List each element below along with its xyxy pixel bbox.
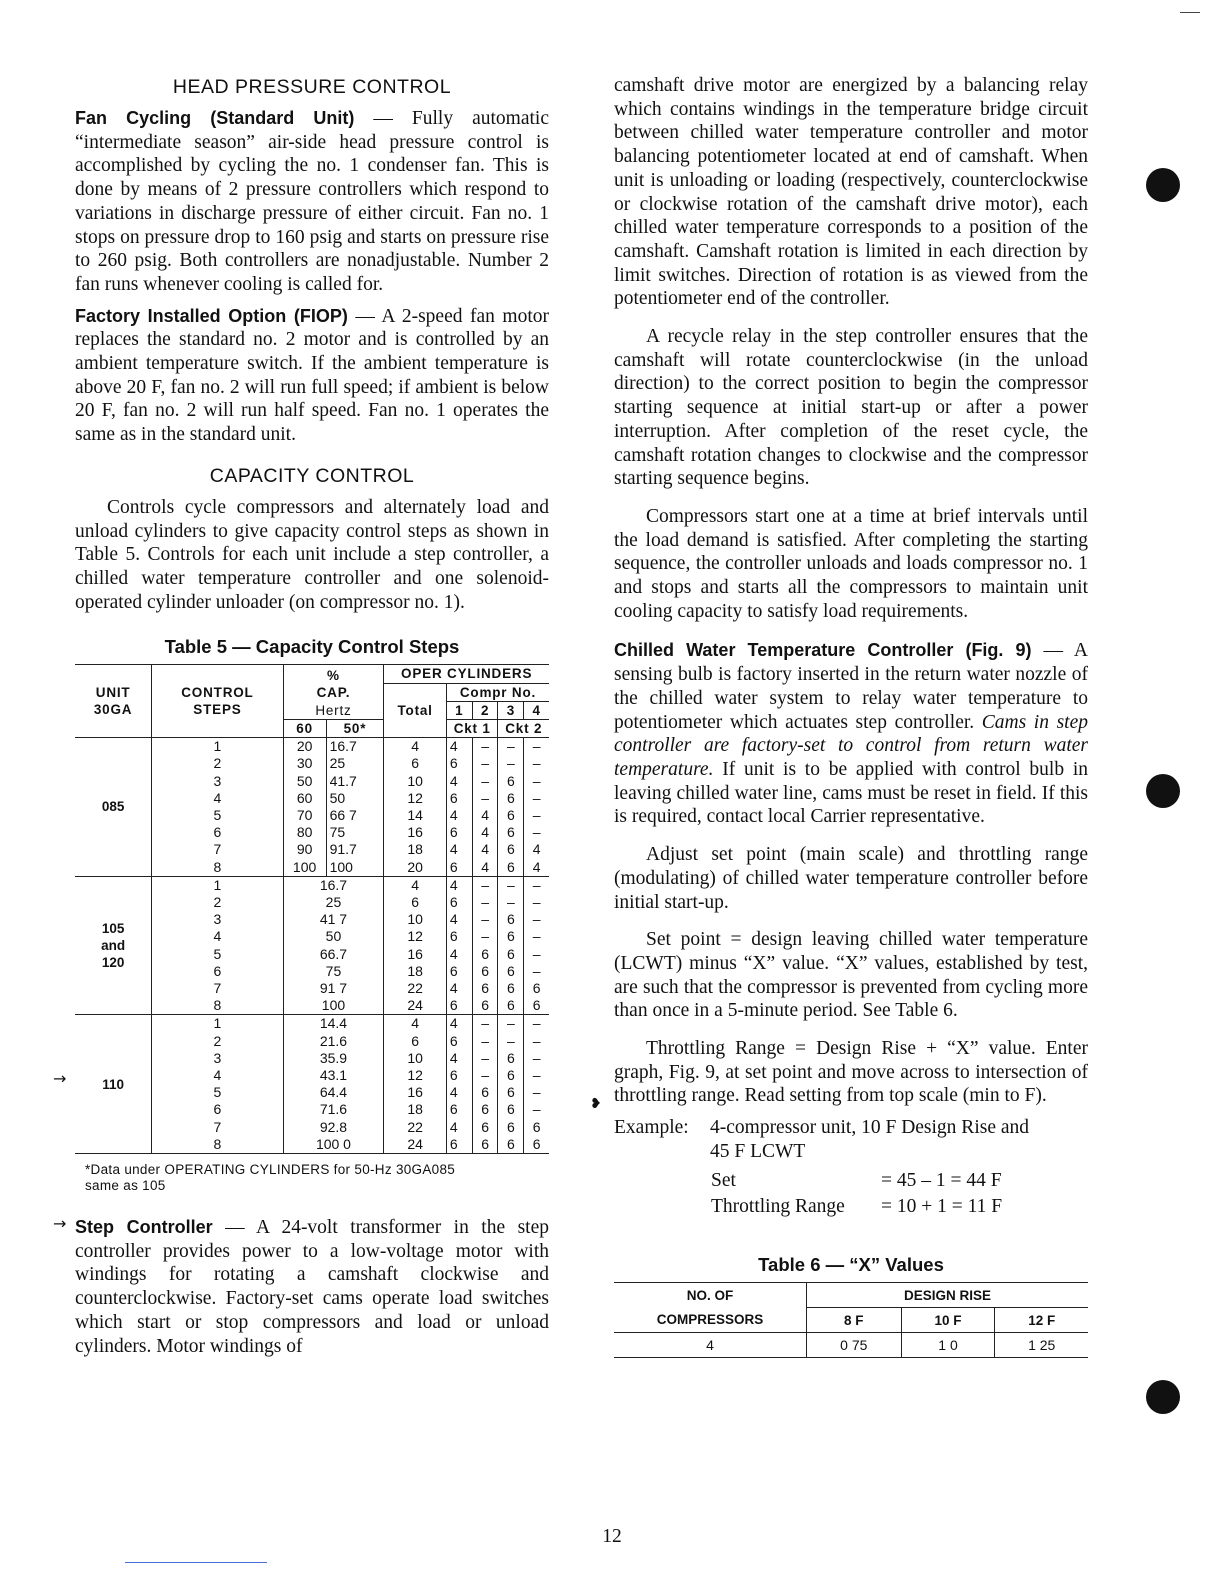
table-cell: – xyxy=(498,738,524,756)
table-cell: 8 xyxy=(152,997,283,1015)
t6-r-8: 0 75 xyxy=(807,1333,902,1358)
table-cell: – xyxy=(524,1101,549,1118)
table-cell: 4 xyxy=(446,841,472,858)
fiop-paragraph xyxy=(75,305,549,447)
table-cell: 6 xyxy=(498,790,524,807)
table-cell: 12 xyxy=(384,1067,447,1084)
table-cell: 92.8 xyxy=(283,1119,384,1136)
table-cell: 6 xyxy=(524,1136,549,1154)
left-column xyxy=(75,74,549,1366)
table-cell: 4 xyxy=(384,876,447,894)
table5-group-110 xyxy=(75,1015,549,1154)
example-set-expr: = 45 – 1 = 44 F xyxy=(881,1170,1002,1192)
th-50: 50* xyxy=(326,719,384,737)
footer-rule xyxy=(125,1562,267,1563)
table-cell: 4 xyxy=(384,738,447,756)
table-cell: 100 xyxy=(283,997,384,1015)
table-cell: 20 xyxy=(384,859,447,877)
table-cell: – xyxy=(524,790,549,807)
t6-r-n: 4 xyxy=(706,1337,714,1354)
table-cell: – xyxy=(524,1015,549,1033)
table-cell: 50 xyxy=(283,773,326,790)
table-cell: 6 xyxy=(384,1033,447,1050)
table-cell: 6 xyxy=(524,997,549,1015)
th-60: 60 xyxy=(283,719,326,737)
table-cell: 4 xyxy=(152,1067,283,1084)
table-cell: 25 xyxy=(326,755,384,772)
chilled-water-paragraph xyxy=(614,639,1088,829)
example-header xyxy=(614,1116,1088,1140)
table-cell: 4 xyxy=(446,946,472,963)
table-cell: 4 xyxy=(524,859,549,877)
table-cell: – xyxy=(524,755,549,772)
table-cell: 4 xyxy=(472,841,498,858)
unit-label: 105 xyxy=(101,920,125,936)
table-cell: 4 xyxy=(472,807,498,824)
table-cell: 6 xyxy=(524,1119,549,1136)
table-cell: – xyxy=(524,911,549,928)
table-cell: 25 xyxy=(283,894,384,911)
table-cell: – xyxy=(524,894,549,911)
table-cell: 6 xyxy=(446,1101,472,1118)
table-cell: 60 xyxy=(283,790,326,807)
table-cell: 6 xyxy=(446,1067,472,1084)
step-controller-paragraph xyxy=(75,1216,549,1358)
capacity-steps-table xyxy=(75,664,549,1154)
th-cap: CAP. xyxy=(316,685,351,701)
fan-cycling-text: — Fully automatic “intermediate season” air-side head pressure control is accomplished by cycling the no. 1 condenser fan. This is done by means of 2 pressure controllers which respond to variations in discharge pressure of either circuit. Fan no. 1 stops on pressure drop to 160 psig and starts on pressure rise to 260 psig. Both controllers are nonadjustable. Number 2 fan runs whenever cooling is called for. xyxy=(75,108,549,295)
footnote-line1: *Data under OPERATING CYLINDERS for 50-Hz 30GA085 xyxy=(85,1162,456,1178)
table-cell: 16 xyxy=(384,946,447,963)
fiop-lead: Factory Installed Option (FIOP) xyxy=(75,305,348,326)
table-cell: 4 xyxy=(384,1015,447,1033)
table-cell: 16.7 xyxy=(326,738,384,756)
table-cell: – xyxy=(524,1033,549,1050)
fan-cycling-lead: Fan Cycling (Standard Unit) xyxy=(75,108,355,128)
example-label: Example: xyxy=(614,1117,689,1139)
footnote-line2: same as 105 xyxy=(85,1178,166,1194)
t6-r-10: 1 0 xyxy=(901,1333,995,1358)
table-cell: – xyxy=(472,1015,498,1033)
table-cell: 4 xyxy=(446,1015,472,1033)
table-cell: – xyxy=(524,928,549,945)
table-cell: 41.7 xyxy=(326,773,384,790)
table-cell: 6 xyxy=(498,841,524,858)
table-cell: 90 xyxy=(283,841,326,858)
example-tr-expr: = 10 + 1 = 11 F xyxy=(881,1196,1003,1218)
table-cell: – xyxy=(472,790,498,807)
table-row xyxy=(75,876,549,894)
table-cell: 4 xyxy=(446,1084,472,1101)
table-cell: 6 xyxy=(498,946,524,963)
table-cell: 6 xyxy=(446,755,472,772)
table-cell: 4 xyxy=(446,1119,472,1136)
table-cell: 10 xyxy=(384,1050,447,1067)
table-cell: 6 xyxy=(498,963,524,980)
table-cell: 6 xyxy=(498,997,524,1015)
t6-r-12: 1 25 xyxy=(995,1333,1088,1358)
table-cell: 100 xyxy=(326,859,384,877)
table-cell: 6 xyxy=(446,894,472,911)
example-set-label: Set xyxy=(711,1170,736,1192)
table-cell: 64.4 xyxy=(283,1084,384,1101)
table-cell: – xyxy=(472,773,498,790)
table-cell: – xyxy=(524,738,549,756)
table-cell: – xyxy=(498,755,524,772)
table-cell: 14.4 xyxy=(283,1015,384,1033)
table-cell: 6 xyxy=(446,790,472,807)
table-cell: – xyxy=(524,1084,549,1101)
table-cell: 80 xyxy=(283,824,326,841)
table-cell: 6 xyxy=(152,1101,283,1118)
table-cell: 12 xyxy=(384,790,447,807)
table-cell: 18 xyxy=(384,841,447,858)
table-cell: 4 xyxy=(446,807,472,824)
head-pressure-title: HEAD PRESSURE CONTROL xyxy=(172,76,452,98)
chilled-water-italic: Cams in step controller are factory-set to control from return water temperature. xyxy=(614,711,1088,780)
table-cell: – xyxy=(524,876,549,894)
th-c4: 4 xyxy=(524,701,549,719)
table-cell: 6 xyxy=(446,1033,472,1050)
table5-footnote xyxy=(85,1162,549,1194)
change-tick-mark: ❥ xyxy=(590,1096,602,1112)
th-compr-no: Compr No. xyxy=(446,683,549,701)
table-cell: 8 xyxy=(152,1136,283,1154)
th-steps-2: STEPS xyxy=(193,702,242,718)
table-cell: 8 xyxy=(152,859,283,877)
table-cell: 10 xyxy=(384,773,447,790)
table-cell: – xyxy=(472,928,498,945)
table-cell: 14 xyxy=(384,807,447,824)
step-controller-text: — A 24-volt transformer in the step controller provides power to a low-voltage motor with windings for rotating a camshaft clockwise and counterclockwise. Factory-set cams operate load switches which start or stop compressors and load or unload cylinders. Motor windings of xyxy=(75,1217,549,1357)
table-cell: 6 xyxy=(446,928,472,945)
th-steps-1: CONTROL xyxy=(181,685,254,701)
table-cell: 6 xyxy=(498,980,524,997)
unit-label: 120 xyxy=(101,955,125,971)
table-cell: 6 xyxy=(498,807,524,824)
table6-caption: Table 6 — “X” Values xyxy=(758,1254,944,1276)
table-cell: 6 xyxy=(472,1119,498,1136)
t6-h-comp: COMPRESSORS xyxy=(656,1312,764,1328)
table-cell: 10 xyxy=(384,911,447,928)
table-cell: – xyxy=(524,946,549,963)
capacity-control-title: CAPACITY CONTROL xyxy=(209,464,415,487)
th-pct: % xyxy=(327,667,340,683)
table-cell: 75 xyxy=(326,824,384,841)
table-cell: – xyxy=(524,807,549,824)
th-total: Total xyxy=(384,683,447,738)
table-cell: – xyxy=(524,963,549,980)
table-cell: 5 xyxy=(152,807,283,824)
th-c1: 1 xyxy=(446,701,472,719)
table-cell: 3 xyxy=(152,773,283,790)
table-cell: 6 xyxy=(498,824,524,841)
table-cell: 6 xyxy=(384,755,447,772)
table-cell: 22 xyxy=(384,980,447,997)
table-cell: 18 xyxy=(384,963,447,980)
fiop-text: — A 2-speed fan motor replaces the standard no. 2 motor and is controlled by an ambient temperature switch. If the ambient temperature is above 20 F, fan no. 2 will run full speed; if ambient is below 20 F, fan no. 2 will run half speed. Fan no. 1 operates the same as in the standard unit. xyxy=(75,305,549,446)
table-cell: 22 xyxy=(384,1119,447,1136)
binder-hole-middle xyxy=(1146,774,1180,808)
table-cell: – xyxy=(472,1050,498,1067)
th-oper-cylinders: OPER CYLINDERS xyxy=(384,665,549,683)
table-cell: 5 xyxy=(152,1084,283,1101)
table-cell: 6 xyxy=(498,1050,524,1067)
table-cell: – xyxy=(472,1033,498,1050)
table-cell: 24 xyxy=(384,997,447,1015)
th-ckt1: Ckt 1 xyxy=(446,719,498,737)
unit-label: and xyxy=(101,938,126,953)
table-cell: 2 xyxy=(152,894,283,911)
chilled-water-text2: If unit is to be applied with control bulb in leaving chilled water line, cams must be reset in field. If this is required, contact local Carrier representative. xyxy=(614,758,1088,828)
table-cell: 24 xyxy=(384,1136,447,1154)
table-cell: 4 xyxy=(472,859,498,877)
adjust-paragraph: Adjust set point (main scale) and throttling range (modulating) of chilled water temperature controller before initial start-up. xyxy=(614,844,1088,913)
th-ckt2: Ckt 2 xyxy=(498,719,549,737)
th-unit xyxy=(75,665,152,738)
table-cell: 6 xyxy=(152,824,283,841)
capacity-paragraph: Controls cycle compressors and alternately load and unload cylinders to give capacity control steps as shown in Table 5. Controls for each unit include a step controller, a chilled water temperature controller and one solenoid-operated cylinder unloader (on compressor no. 1). xyxy=(75,496,549,613)
table-cell: – xyxy=(472,1067,498,1084)
table-cell: 6 xyxy=(446,997,472,1015)
table-cell: 6 xyxy=(446,1136,472,1154)
table-cell: 6 xyxy=(384,894,447,911)
table-cell: 70 xyxy=(283,807,326,824)
table-cell: 66 7 xyxy=(326,807,384,824)
table-cell: 4 xyxy=(446,911,472,928)
right-column xyxy=(614,74,1088,1358)
table-cell: 2 xyxy=(152,1033,283,1050)
table-cell: – xyxy=(524,824,549,841)
table-cell: 75 xyxy=(283,963,384,980)
binder-hole-bottom xyxy=(1146,1380,1180,1414)
table-row xyxy=(75,738,549,756)
table-cell: 1 xyxy=(152,1015,283,1033)
th-c3: 3 xyxy=(498,701,524,719)
table-cell: – xyxy=(498,1015,524,1033)
table-cell: 6 xyxy=(498,1084,524,1101)
table-cell: 21.6 xyxy=(283,1033,384,1050)
step-controller-lead: Step Controller xyxy=(75,1217,213,1238)
table-cell: 12 xyxy=(384,928,447,945)
table-cell: 6 xyxy=(472,980,498,997)
table-cell: – xyxy=(472,911,498,928)
table-cell: – xyxy=(524,1067,549,1084)
table5-caption: Table 5 — Capacity Control Steps xyxy=(164,636,460,658)
table-cell: – xyxy=(498,894,524,911)
table-cell: 1 xyxy=(152,876,283,894)
table-cell: 30 xyxy=(283,755,326,772)
table-cell: – xyxy=(472,894,498,911)
table-cell: 7 xyxy=(152,980,283,997)
corner-rule xyxy=(1180,12,1200,13)
table-cell: 6 xyxy=(498,928,524,945)
table-row xyxy=(75,1015,549,1033)
table-cell: 4 xyxy=(446,738,472,756)
table-cell: 6 xyxy=(152,963,283,980)
table-cell: 5 xyxy=(152,946,283,963)
th-unit-1: UNIT xyxy=(95,685,131,701)
table-cell: 4 xyxy=(152,790,283,807)
chilled-water-lead: Chilled Water Temperature Controller (Fig. 9) xyxy=(614,640,1032,661)
table5-group-105-120 xyxy=(75,876,549,1015)
table-cell: 4 xyxy=(152,928,283,945)
table-cell: 6 xyxy=(446,859,472,877)
table-cell: 6 xyxy=(472,1136,498,1154)
example-block xyxy=(614,1116,1088,1220)
th-pct-cap xyxy=(283,665,384,701)
table-cell: 6 xyxy=(472,946,498,963)
table-cell: 50 xyxy=(283,928,384,945)
table-cell: 50 xyxy=(326,790,384,807)
table-cell: 66.7 xyxy=(283,946,384,963)
table-cell: 100 xyxy=(283,859,326,877)
table-cell: 2 xyxy=(152,755,283,772)
table-cell: 91.7 xyxy=(326,841,384,858)
table-cell: 6 xyxy=(498,1119,524,1136)
example-tr-label: Throttling Range xyxy=(711,1196,845,1218)
example-line1: 4-compressor unit, 10 F Design Rise and xyxy=(710,1117,1030,1139)
unit-label: 085 xyxy=(101,799,125,815)
table-cell: 41 7 xyxy=(283,911,384,928)
example-table xyxy=(710,1168,1003,1220)
compressors-start-paragraph: Compressors start one at a time at brief intervals until the load demand is satisfied. After completing the starting sequence, the controller unloads and loads compressor no. 1 and stops and starts all the compressors to maintain unit cooling capacity to satisfy load requirements. xyxy=(614,505,1088,622)
change-arrow-110: → xyxy=(53,1214,67,1233)
table-cell: 6 xyxy=(498,1136,524,1154)
recycle-relay-paragraph: A recycle relay in the step controller ensures that the camshaft will rotate counterclockwise (in the unload direction) to the correct position to begin the compressor starting sequence at initial start-up or after a power interruption. After completion of the reset cycle, the camshaft rotation changes to clockwise and the compressor starting sequence begins. xyxy=(614,326,1088,490)
t6-h-10: 10 F xyxy=(901,1308,995,1333)
table-cell: 4 xyxy=(524,841,549,858)
th-steps xyxy=(152,665,283,738)
table-cell: 16 xyxy=(384,1084,447,1101)
th-hertz: Hertz xyxy=(283,701,384,719)
table-cell: – xyxy=(524,773,549,790)
table-cell: 6 xyxy=(498,911,524,928)
table-cell: 6 xyxy=(524,980,549,997)
table-cell: 16 xyxy=(384,824,447,841)
table-cell: 4 xyxy=(446,876,472,894)
camshaft-paragraph: camshaft drive motor are energized by a balancing relay which contains windings in the temperature bridge circuit between chilled water temperature controller and motor balancing potentiometer located at end of camshaft. When unit is unloading or loading (respectively, counterclockwise or clockwise rotation of the camshaft drive motor), each chilled water temperature corresponds to a position of the camshaft. Camshaft rotation is limited in each direction by limit switches. Direction of rotation is as viewed from the potentiometer end of the controller. xyxy=(614,75,1088,310)
table-cell: 35.9 xyxy=(283,1050,384,1067)
setpoint-paragraph: Set point = design leaving chilled water temperature (LCWT) minus “X” value. “X” values, established by test, are such that the compressor is prevented from cycling more than once in a 5-minute period. See Table 6. xyxy=(614,929,1088,1022)
table-cell: – xyxy=(524,1050,549,1067)
table-cell: 91 7 xyxy=(283,980,384,997)
x-values-table xyxy=(614,1282,1088,1358)
t6-h-12: 12 F xyxy=(995,1308,1088,1333)
change-arrow-105: → xyxy=(53,1069,67,1088)
table-cell: 6 xyxy=(472,1084,498,1101)
table-cell: 100 0 xyxy=(283,1136,384,1154)
table5-group-085 xyxy=(75,738,549,877)
chilled-water-text1: — A sensing bulb is factory inserted in the return water nozzle of the chilled water system to relay water temperature to potentiometer which actuates step controller. xyxy=(614,640,1088,733)
table-cell: 4 xyxy=(472,824,498,841)
table-cell: 7 xyxy=(152,841,283,858)
unit-label: 110 xyxy=(102,1076,124,1092)
table-cell: 18 xyxy=(384,1101,447,1118)
table-cell: 6 xyxy=(498,1101,524,1118)
table-cell: 43.1 xyxy=(283,1067,384,1084)
t6-h-rise: DESIGN RISE xyxy=(807,1283,1089,1308)
table-cell: 20 xyxy=(283,738,326,756)
table-cell: 7 xyxy=(152,1119,283,1136)
table-cell: 3 xyxy=(152,1050,283,1067)
binder-hole-top xyxy=(1146,168,1180,202)
table-cell: – xyxy=(498,876,524,894)
table-cell: – xyxy=(472,755,498,772)
table-cell: 6 xyxy=(498,773,524,790)
th-unit-2: 30GA xyxy=(93,702,133,718)
table-cell: – xyxy=(498,1033,524,1050)
page-number: 12 xyxy=(602,1526,622,1547)
table-cell: 3 xyxy=(152,911,283,928)
fan-cycling-paragraph xyxy=(75,107,549,297)
table-cell: 6 xyxy=(498,1067,524,1084)
table-cell: 6 xyxy=(472,1101,498,1118)
table-cell: 4 xyxy=(446,980,472,997)
table-cell: 4 xyxy=(446,773,472,790)
unit-cell xyxy=(75,738,152,877)
table-cell: – xyxy=(472,876,498,894)
t6-h-8: 8 F xyxy=(807,1308,902,1333)
table-cell: 6 xyxy=(446,824,472,841)
throttling-paragraph: Throttling Range = Design Rise + “X” value. Enter graph, Fig. 9, at set point and move across to intersection of throttling range. Read setting from top scale (min to F). xyxy=(614,1038,1088,1107)
example-line2: 45 F LCWT xyxy=(710,1141,806,1163)
table-cell: 6 xyxy=(498,859,524,877)
table-cell: 6 xyxy=(446,963,472,980)
table-cell: 16.7 xyxy=(283,876,384,894)
table-cell: 4 xyxy=(446,1050,472,1067)
table-cell: 6 xyxy=(472,963,498,980)
table-cell: 6 xyxy=(472,997,498,1015)
unit-cell xyxy=(75,1015,152,1154)
unit-cell xyxy=(75,876,152,1015)
table-cell: – xyxy=(472,738,498,756)
th-c2: 2 xyxy=(472,701,498,719)
table-cell: 1 xyxy=(152,738,283,756)
table-cell: 71.6 xyxy=(283,1101,384,1118)
t6-h-no: NO. OF xyxy=(686,1287,734,1303)
